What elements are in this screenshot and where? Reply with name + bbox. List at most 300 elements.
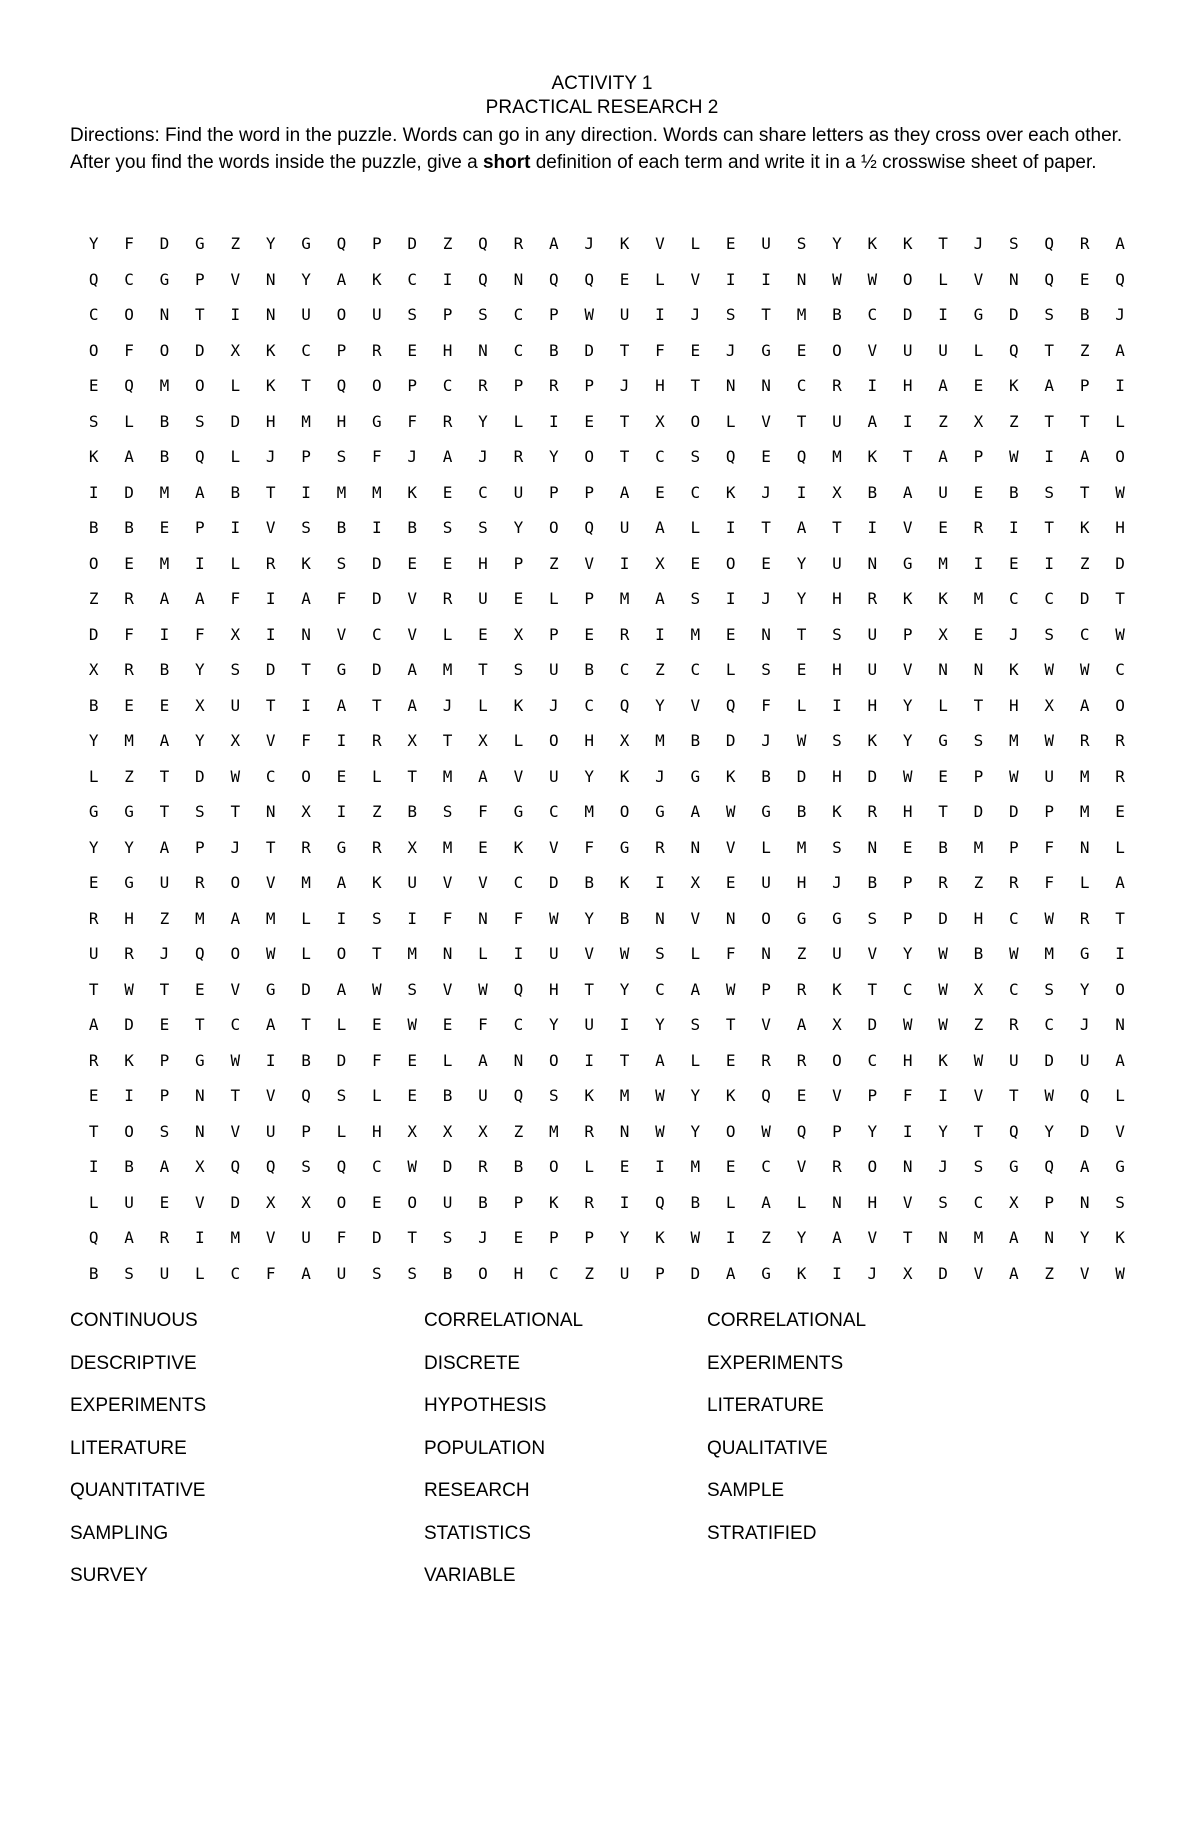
puzzle-letter: X [973, 979, 984, 999]
puzzle-letter: W [1115, 1263, 1125, 1283]
puzzle-letter: E [407, 1050, 418, 1070]
puzzle-letter: P [548, 305, 559, 324]
puzzle-letter: A [1044, 376, 1055, 395]
puzzle-letter: A [902, 482, 913, 502]
puzzle-letter: C [1115, 660, 1125, 679]
puzzle-letter: H [902, 376, 913, 395]
puzzle-letter: G [796, 908, 807, 928]
puzzle-letter: T [195, 305, 205, 324]
puzzle-letter: B [1009, 482, 1019, 502]
puzzle-letter: W [1044, 908, 1055, 928]
puzzle-letter: F [478, 802, 488, 821]
word-bank-item: DISCRETE [424, 1352, 521, 1374]
puzzle-letter: U [548, 944, 559, 963]
puzzle-letter: Q [301, 1086, 311, 1105]
puzzle-letter: Y [478, 411, 488, 431]
puzzle-letter: E [938, 518, 948, 537]
puzzle-letter: N [513, 269, 524, 289]
puzzle-letter: S [407, 979, 418, 999]
puzzle-letter: V [725, 837, 736, 857]
puzzle-letter: S [867, 908, 878, 928]
puzzle-letter: T [1044, 340, 1055, 360]
puzzle-letter: C [867, 305, 878, 324]
word-bank [70, 1300, 970, 1598]
puzzle-letter: K [938, 1050, 948, 1070]
puzzle-letter: D [336, 1050, 347, 1070]
puzzle-letter: M [442, 837, 453, 857]
puzzle-letter: L [973, 340, 984, 360]
word-bank-item: VARIABLE [424, 1565, 516, 1586]
puzzle-letter: O [372, 376, 382, 395]
puzzle-letter: S [761, 660, 771, 679]
puzzle-letter: N [1044, 1228, 1055, 1247]
puzzle-letter: T [230, 802, 241, 821]
puzzle-letter: Q [1115, 269, 1125, 289]
puzzle-letter: F [372, 447, 382, 466]
puzzle-letter: L [938, 269, 948, 289]
puzzle-letter: G [195, 1050, 205, 1070]
puzzle-letter: W [478, 979, 488, 999]
puzzle-letter: A [301, 589, 311, 608]
puzzle-letter: D [159, 234, 170, 253]
puzzle-letter: Z [372, 802, 382, 821]
puzzle-letter: A [832, 1228, 842, 1247]
puzzle-letter: N [725, 376, 736, 395]
word-bank-item: EXPERIMENTS [707, 1352, 844, 1374]
puzzle-letter: S [478, 518, 488, 537]
puzzle-letter: N [301, 624, 311, 644]
directions-text [70, 122, 1134, 176]
puzzle-letter: N [725, 908, 736, 928]
puzzle-letter: S [690, 1015, 701, 1034]
puzzle-letter: R [584, 1121, 594, 1141]
puzzle-row [76, 1220, 1136, 1256]
puzzle-letter: A [442, 447, 453, 466]
puzzle-letter: B [88, 1263, 99, 1283]
puzzle-letter: X [301, 802, 311, 821]
puzzle-letter: A [230, 908, 241, 928]
puzzle-letter: T [796, 624, 807, 644]
puzzle-letter: F [195, 624, 205, 644]
puzzle-letter: D [725, 731, 736, 750]
puzzle-letter: J [1079, 1015, 1090, 1034]
puzzle-letter: E [407, 1086, 418, 1105]
puzzle-letter: L [301, 944, 311, 963]
puzzle-letter: R [88, 908, 99, 928]
puzzle-row [76, 830, 1136, 866]
puzzle-letter: Q [478, 234, 488, 253]
puzzle-letter: L [372, 766, 382, 786]
puzzle-letter: L [1115, 1086, 1125, 1105]
puzzle-letter: T [1079, 482, 1090, 502]
puzzle-letter: K [832, 979, 842, 999]
puzzle-letter: D [548, 873, 559, 892]
puzzle-letter: A [1079, 1157, 1090, 1176]
puzzle-letter: W [725, 979, 736, 999]
puzzle-letter: K [265, 376, 276, 395]
puzzle-letter: R [867, 802, 878, 821]
puzzle-letter: M [1044, 944, 1055, 963]
puzzle-letter: T [88, 979, 99, 999]
puzzle-letter: D [301, 979, 311, 999]
puzzle-letter: M [407, 944, 418, 963]
puzzle-letter: B [336, 518, 347, 537]
puzzle-letter: G [372, 411, 382, 431]
puzzle-letter: E [513, 589, 524, 608]
word-bank-item: QUANTITATIVE [70, 1480, 206, 1501]
puzzle-letter: O [725, 1121, 736, 1141]
puzzle-letter: D [796, 766, 807, 786]
puzzle-letter: E [973, 376, 984, 395]
puzzle-letter: S [1009, 234, 1019, 253]
puzzle-letter: T [88, 1121, 99, 1141]
puzzle-letter: X [88, 660, 99, 679]
puzzle-letter: M [1009, 731, 1019, 750]
puzzle-letter: A [265, 1015, 276, 1034]
puzzle-letter: I [832, 1263, 842, 1283]
puzzle-letter: V [867, 1228, 878, 1247]
directions-emphasis: short [482, 152, 531, 173]
puzzle-letter: D [867, 766, 878, 786]
puzzle-letter: T [690, 376, 701, 395]
puzzle-letter: T [619, 340, 630, 360]
puzzle-letter: K [832, 802, 842, 821]
puzzle-letter: V [973, 269, 984, 289]
puzzle-letter: L [336, 1015, 347, 1034]
puzzle-letter: T [619, 1050, 630, 1070]
puzzle-letter: A [159, 731, 170, 750]
puzzle-letter: C [230, 1263, 241, 1283]
puzzle-letter: R [761, 1050, 771, 1070]
puzzle-letter: Q [195, 447, 205, 466]
puzzle-letter: C [796, 376, 807, 395]
puzzle-letter: J [230, 837, 241, 857]
puzzle-letter: V [902, 660, 913, 679]
puzzle-letter: B [584, 660, 594, 679]
word-bank-item: HYPOTHESIS [424, 1395, 547, 1416]
directions-part-1: Directions: Find the word in the puzzle. Words can go in any direction. Words can share letters as they cross over each other. After you find the words inside the puzzle, give a [70, 125, 1123, 173]
puzzle-letter: Q [265, 1157, 276, 1176]
puzzle-letter: K [867, 447, 878, 466]
puzzle-letter: U [301, 1228, 311, 1247]
puzzle-letter: Z [230, 234, 241, 253]
puzzle-row [76, 510, 1136, 546]
puzzle-letter: Z [1079, 553, 1090, 573]
puzzle-letter: L [88, 766, 99, 786]
puzzle-letter: P [442, 305, 453, 324]
puzzle-letter: O [336, 1192, 347, 1212]
puzzle-letter: T [1044, 518, 1055, 537]
puzzle-letter: E [690, 340, 701, 360]
puzzle-letter: R [619, 624, 630, 644]
puzzle-row [76, 688, 1136, 724]
puzzle-letter: F [902, 1086, 913, 1105]
puzzle-letter: V [902, 518, 913, 537]
puzzle-letter: Q [796, 447, 807, 466]
puzzle-letter: M [973, 837, 984, 857]
puzzle-letter: P [1079, 376, 1090, 395]
puzzle-letter: D [938, 1263, 948, 1283]
puzzle-letter: F [124, 340, 134, 360]
puzzle-letter: U [478, 1086, 488, 1105]
puzzle-letter: T [1009, 1086, 1019, 1105]
puzzle-letter: J [725, 340, 736, 360]
puzzle-letter: L [301, 908, 311, 928]
puzzle-letter: F [478, 1015, 488, 1034]
puzzle-letter: L [124, 411, 134, 431]
puzzle-letter: E [725, 1050, 736, 1070]
puzzle-letter: I [265, 589, 276, 608]
puzzle-letter: E [88, 376, 99, 395]
puzzle-letter: S [442, 1228, 453, 1247]
puzzle-letter: I [584, 1050, 594, 1070]
puzzle-letter: T [867, 979, 878, 999]
puzzle-letter: A [938, 447, 948, 466]
puzzle-letter: Y [796, 1228, 807, 1247]
puzzle-letter: P [584, 482, 594, 502]
puzzle-letter: C [478, 482, 488, 502]
puzzle-letter: M [230, 1228, 241, 1247]
puzzle-letter: A [761, 1192, 771, 1212]
puzzle-letter: T [938, 234, 948, 253]
puzzle-letter: G [1009, 1157, 1019, 1176]
puzzle-letter: V [832, 1086, 842, 1105]
puzzle-letter: L [690, 518, 701, 537]
puzzle-letter: X [1044, 695, 1055, 715]
puzzle-letter: B [301, 1050, 311, 1070]
word-bank-item: DESCRIPTIVE [70, 1352, 197, 1374]
puzzle-letter: X [655, 553, 665, 573]
puzzle-letter: S [478, 305, 488, 324]
puzzle-letter: M [372, 482, 382, 502]
puzzle-letter: Q [513, 979, 524, 999]
puzzle-letter: O [584, 447, 594, 466]
puzzle-letter: T [796, 411, 807, 431]
puzzle-letter: O [725, 553, 736, 573]
puzzle-letter: G [265, 979, 276, 999]
puzzle-letter: K [548, 1192, 559, 1212]
puzzle-letter: H [902, 802, 913, 821]
puzzle-letter: O [1115, 447, 1125, 466]
puzzle-letter: S [1044, 305, 1055, 324]
puzzle-letter: P [372, 234, 382, 253]
puzzle-letter: W [867, 269, 878, 289]
puzzle-letter: E [442, 482, 453, 502]
puzzle-letter: P [407, 376, 418, 395]
puzzle-letter: C [902, 979, 913, 999]
puzzle-letter: Y [1079, 979, 1090, 999]
puzzle-letter: T [902, 447, 913, 466]
puzzle-letter: E [442, 1015, 453, 1034]
puzzle-letter: J [761, 589, 771, 608]
puzzle-letter: I [725, 518, 736, 537]
puzzle-letter: E [407, 553, 418, 573]
puzzle-letter: N [938, 1228, 948, 1247]
puzzle-letter: K [796, 1263, 807, 1283]
puzzle-letter: Y [867, 1121, 878, 1141]
puzzle-letter: O [548, 518, 559, 537]
puzzle-letter: S [195, 802, 205, 821]
puzzle-letter: T [938, 802, 948, 821]
puzzle-letter: I [88, 1157, 99, 1176]
puzzle-letter: H [478, 553, 488, 573]
puzzle-letter: Z [938, 411, 948, 431]
puzzle-letter: V [584, 944, 594, 963]
puzzle-letter: Q [619, 695, 630, 715]
puzzle-letter: H [124, 908, 134, 928]
puzzle-letter: P [513, 1192, 524, 1212]
puzzle-letter: M [159, 376, 170, 395]
puzzle-letter: B [867, 873, 878, 892]
puzzle-letter: A [159, 837, 170, 857]
puzzle-letter: U [1079, 1050, 1090, 1070]
puzzle-letter: T [265, 837, 276, 857]
puzzle-letter: E [761, 553, 771, 573]
puzzle-letter: V [265, 1086, 276, 1105]
puzzle-letter: F [442, 908, 453, 928]
puzzle-letter: A [1115, 1050, 1125, 1070]
puzzle-letter: F [1044, 873, 1055, 892]
puzzle-row [76, 901, 1136, 937]
puzzle-letter: E [1009, 553, 1019, 573]
puzzle-letter: D [265, 660, 276, 679]
puzzle-letter: A [690, 979, 701, 999]
puzzle-letter: B [761, 766, 771, 786]
puzzle-letter: I [619, 553, 630, 573]
puzzle-letter: C [619, 660, 630, 679]
puzzle-letter: K [1115, 1228, 1125, 1247]
puzzle-letter: V [230, 1121, 241, 1141]
puzzle-letter: R [938, 873, 948, 892]
puzzle-letter: S [442, 802, 453, 821]
puzzle-letter: T [1079, 411, 1090, 431]
puzzle-letter: R [88, 1050, 99, 1070]
puzzle-letter: T [442, 731, 453, 750]
puzzle-letter: T [372, 695, 382, 715]
puzzle-letter: V [1079, 1263, 1090, 1283]
puzzle-letter: Q [230, 1157, 241, 1176]
puzzle-letter: Q [584, 269, 594, 289]
puzzle-letter: R [1115, 731, 1125, 750]
puzzle-letter: Y [832, 234, 842, 253]
puzzle-letter: E [88, 1086, 99, 1105]
puzzle-letter: N [195, 1086, 205, 1105]
puzzle-letter: B [513, 1157, 524, 1176]
puzzle-letter: J [761, 482, 771, 502]
puzzle-letter: N [442, 944, 453, 963]
puzzle-letter: L [725, 660, 736, 679]
puzzle-letter: M [159, 553, 170, 573]
puzzle-letter: T [230, 1086, 241, 1105]
puzzle-letter: O [407, 1192, 418, 1212]
puzzle-letter: P [867, 1086, 878, 1105]
puzzle-letter: B [159, 660, 170, 679]
puzzle-letter: E [442, 553, 453, 573]
puzzle-letter: S [832, 624, 842, 644]
puzzle-letter: M [124, 731, 134, 750]
puzzle-row [76, 936, 1136, 972]
puzzle-letter: Z [1079, 340, 1090, 360]
puzzle-letter: I [655, 305, 665, 324]
puzzle-letter: H [832, 589, 842, 608]
puzzle-letter: K [725, 766, 736, 786]
puzzle-letter: K [513, 695, 524, 715]
puzzle-letter: A [690, 802, 701, 821]
puzzle-letter: E [725, 1157, 736, 1176]
puzzle-letter: P [548, 624, 559, 644]
puzzle-letter: X [619, 731, 630, 750]
puzzle-row [76, 404, 1136, 440]
puzzle-letter: G [832, 908, 842, 928]
puzzle-letter: E [124, 553, 134, 573]
puzzle-letter: S [973, 731, 984, 750]
puzzle-letter: L [725, 1192, 736, 1212]
puzzle-letter: B [938, 837, 948, 857]
puzzle-letter: M [973, 589, 984, 608]
puzzle-letter: W [619, 944, 630, 963]
puzzle-letter: X [832, 482, 842, 502]
puzzle-letter: K [619, 766, 630, 786]
puzzle-letter: P [973, 766, 984, 786]
puzzle-letter: V [1115, 1121, 1125, 1141]
puzzle-letter: R [1009, 1015, 1019, 1034]
puzzle-letter: L [478, 944, 488, 963]
puzzle-letter: A [796, 1015, 807, 1034]
puzzle-letter: X [478, 1121, 488, 1141]
puzzle-letter: X [407, 731, 418, 750]
puzzle-letter: U [88, 944, 99, 963]
puzzle-letter: A [725, 1263, 736, 1283]
puzzle-letter: O [478, 1263, 488, 1283]
puzzle-letter: U [124, 1192, 134, 1212]
puzzle-letter: Y [902, 695, 913, 715]
puzzle-letter: A [407, 695, 418, 715]
word-bank-item: CONTINUOUS [70, 1310, 198, 1331]
puzzle-letter: Q [1009, 1121, 1019, 1141]
puzzle-letter: I [548, 411, 559, 431]
puzzle-letter: I [938, 1086, 948, 1105]
puzzle-letter: Q [88, 1228, 99, 1247]
puzzle-letter: K [902, 234, 913, 253]
puzzle-letter: W [938, 979, 948, 999]
puzzle-letter: I [230, 518, 241, 537]
puzzle-letter: B [584, 873, 594, 892]
puzzle-letter: A [124, 1228, 134, 1247]
puzzle-letter: W [1009, 766, 1019, 786]
puzzle-letter: T [902, 1228, 913, 1247]
puzzle-letter: K [513, 837, 524, 857]
puzzle-letter: R [1079, 908, 1090, 928]
puzzle-letter: Z [159, 908, 170, 928]
puzzle-letter: E [973, 624, 984, 644]
puzzle-row [76, 475, 1136, 511]
puzzle-letter: N [973, 660, 984, 679]
puzzle-letter: N [159, 305, 170, 324]
puzzle-letter: W [1079, 660, 1090, 679]
puzzle-letter: M [796, 305, 807, 324]
puzzle-letter: I [1115, 376, 1125, 395]
puzzle-letter: G [761, 340, 771, 360]
puzzle-letter: A [301, 1263, 311, 1283]
puzzle-letter: U [619, 305, 630, 324]
puzzle-letter: M [973, 1228, 984, 1247]
puzzle-letter: J [1009, 624, 1019, 644]
puzzle-row [76, 1078, 1136, 1114]
puzzle-letter: O [1115, 695, 1125, 715]
puzzle-letter: O [1115, 979, 1125, 999]
puzzle-letter: F [1044, 837, 1055, 857]
puzzle-letter: O [336, 944, 347, 963]
